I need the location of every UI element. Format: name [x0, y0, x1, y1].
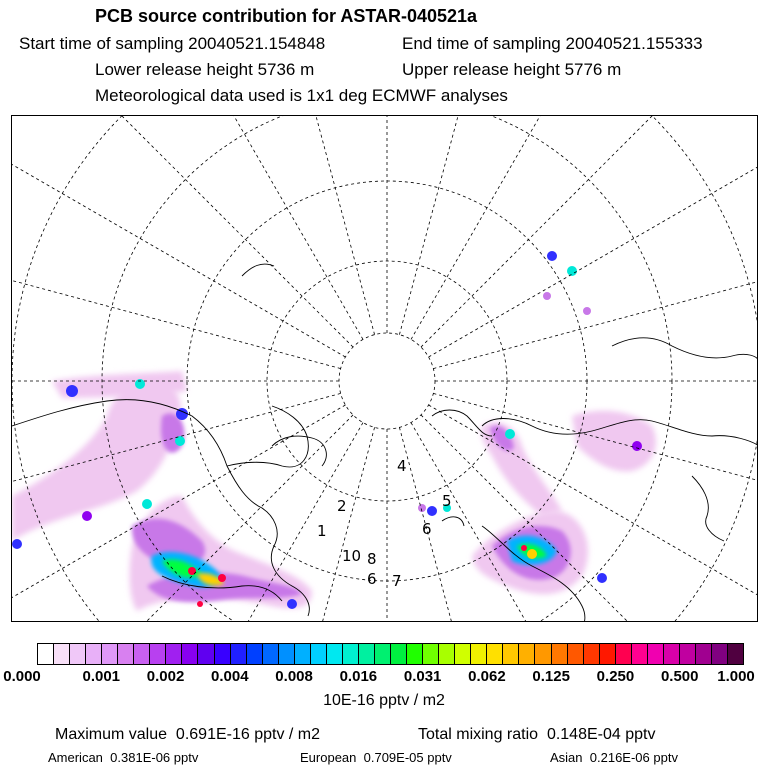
- lower-height-label: Lower release height: [95, 60, 253, 79]
- colorbar-tick-label: 0.008: [275, 668, 313, 685]
- upper-release-height: [402, 60, 621, 80]
- map-canvas: [12, 116, 758, 622]
- colorbar-swatch: [54, 644, 70, 664]
- met-data-note: Meteorological data used is 1x1 deg ECMWF analyses: [95, 86, 508, 105]
- colorbar-swatch: [600, 644, 616, 664]
- colorbar-swatch: [439, 644, 455, 664]
- colorbar-swatch: [519, 644, 535, 664]
- colorbar-swatch: [215, 644, 231, 664]
- colorbar-swatch: [38, 644, 54, 664]
- colorbar-swatch: [712, 644, 728, 664]
- max-label: Maximum value: [55, 726, 168, 743]
- lower-height-value: 5736 m: [257, 60, 315, 79]
- colorbar-swatch: [375, 644, 391, 664]
- upper-height-label: Upper release height: [402, 60, 560, 79]
- colorbar-swatch: [134, 644, 150, 664]
- start-time: [19, 34, 325, 54]
- end-time-label: End time of sampling: [402, 34, 561, 53]
- end-time: [402, 34, 703, 54]
- total-mixing-ratio: [418, 726, 655, 744]
- contour-label: 4: [397, 457, 407, 475]
- plot-title: PCB source contribution for ASTAR-040521a: [95, 6, 478, 26]
- colorbar-swatch: [102, 644, 118, 664]
- colorbar-swatch: [263, 644, 279, 664]
- colorbar-swatch: [584, 644, 600, 664]
- colorbar-swatch: [407, 644, 423, 664]
- end-time-value: 20040521.155333: [565, 34, 703, 53]
- colorbar-swatch: [455, 644, 471, 664]
- contour-label: 6: [367, 570, 377, 588]
- max-value: 0.691E-16 pptv / m2: [175, 726, 321, 743]
- colorbar-swatch: [568, 644, 584, 664]
- colorbar-tick-label: 1.000: [717, 668, 755, 685]
- polar-map: [11, 115, 758, 622]
- contour-label: 10: [342, 547, 362, 565]
- colorbar-swatch: [728, 644, 743, 664]
- colorbar-swatch: [279, 644, 295, 664]
- colorbar-swatch: [616, 644, 632, 664]
- colorbar-swatch: [343, 644, 359, 664]
- colorbar-swatch: [423, 644, 439, 664]
- upper-height-value: 5776 m: [564, 60, 622, 79]
- colorbar-swatch: [391, 644, 407, 664]
- start-time-label: Start time of sampling: [19, 34, 184, 53]
- colorbar-ticks: [0, 668, 768, 688]
- colorbar-swatch: [150, 644, 166, 664]
- asian-label: Asian: [550, 750, 583, 765]
- colorbar-swatch: [295, 644, 311, 664]
- colorbar-swatch: [70, 644, 86, 664]
- colorbar-swatch: [247, 644, 263, 664]
- colorbar-swatch: [231, 644, 247, 664]
- contour-label: 5: [442, 492, 452, 510]
- colorbar-swatch: [471, 644, 487, 664]
- contour-label: 6: [422, 520, 432, 538]
- colorbar-swatch: [503, 644, 519, 664]
- european-value: 0.709E-05 pptv: [363, 750, 452, 765]
- european-label: European: [300, 750, 357, 765]
- colorbar-tick-label: 0.125: [532, 668, 570, 685]
- colorbar-swatch: [327, 644, 343, 664]
- colorbar-swatch: [359, 644, 375, 664]
- colorbar-tick-label: 0.062: [468, 668, 506, 685]
- contour-label: 1: [317, 522, 327, 540]
- colorbar-tick-label: 0.000: [3, 668, 41, 685]
- colorbar-tick-label: 0.001: [82, 668, 121, 685]
- colorbar-swatch: [182, 644, 198, 664]
- american-contribution: [48, 750, 198, 765]
- colorbar-swatch: [648, 644, 664, 664]
- asian-value: 0.216E-06 pptv: [589, 750, 678, 765]
- contour-label: 8: [367, 550, 377, 568]
- colorbar-swatch: [166, 644, 182, 664]
- maximum-value: [55, 726, 320, 744]
- colorbar: [37, 643, 744, 665]
- colorbar-tick-label: 0.002: [146, 668, 185, 685]
- lower-release-height: [95, 60, 314, 80]
- colorbar-tick-label: 0.500: [660, 668, 699, 685]
- american-label: American: [48, 750, 103, 765]
- colorbar-tick-label: 0.250: [596, 668, 635, 685]
- american-value: 0.381E-06 pptv: [110, 750, 199, 765]
- colorbar-tick-label: 0.004: [211, 668, 249, 685]
- colorbar-swatch: [118, 644, 134, 664]
- colorbar-tick-label: 0.016: [339, 668, 378, 685]
- total-value: 0.148E-04 pptv: [546, 726, 656, 743]
- colorbar-swatch: [198, 644, 214, 664]
- colorbar-swatch: [696, 644, 712, 664]
- european-contribution: [300, 750, 452, 765]
- colorbar-swatch: [632, 644, 648, 664]
- colorbar-swatch: [311, 644, 327, 664]
- colorbar-units: 10E-16 pptv / m2: [323, 692, 445, 709]
- colorbar-swatch: [552, 644, 568, 664]
- contour-label: 2: [337, 497, 347, 515]
- asian-contribution: [550, 750, 678, 765]
- start-time-value: 20040521.154848: [188, 34, 326, 53]
- colorbar-swatch: [680, 644, 696, 664]
- colorbar-swatch: [86, 644, 102, 664]
- contour-label: 7: [392, 572, 402, 590]
- colorbar-swatch: [535, 644, 551, 664]
- colorbar-swatch: [487, 644, 503, 664]
- colorbar-swatch: [664, 644, 680, 664]
- total-label: Total mixing ratio: [418, 726, 539, 743]
- colorbar-tick-label: 0.031: [403, 668, 442, 685]
